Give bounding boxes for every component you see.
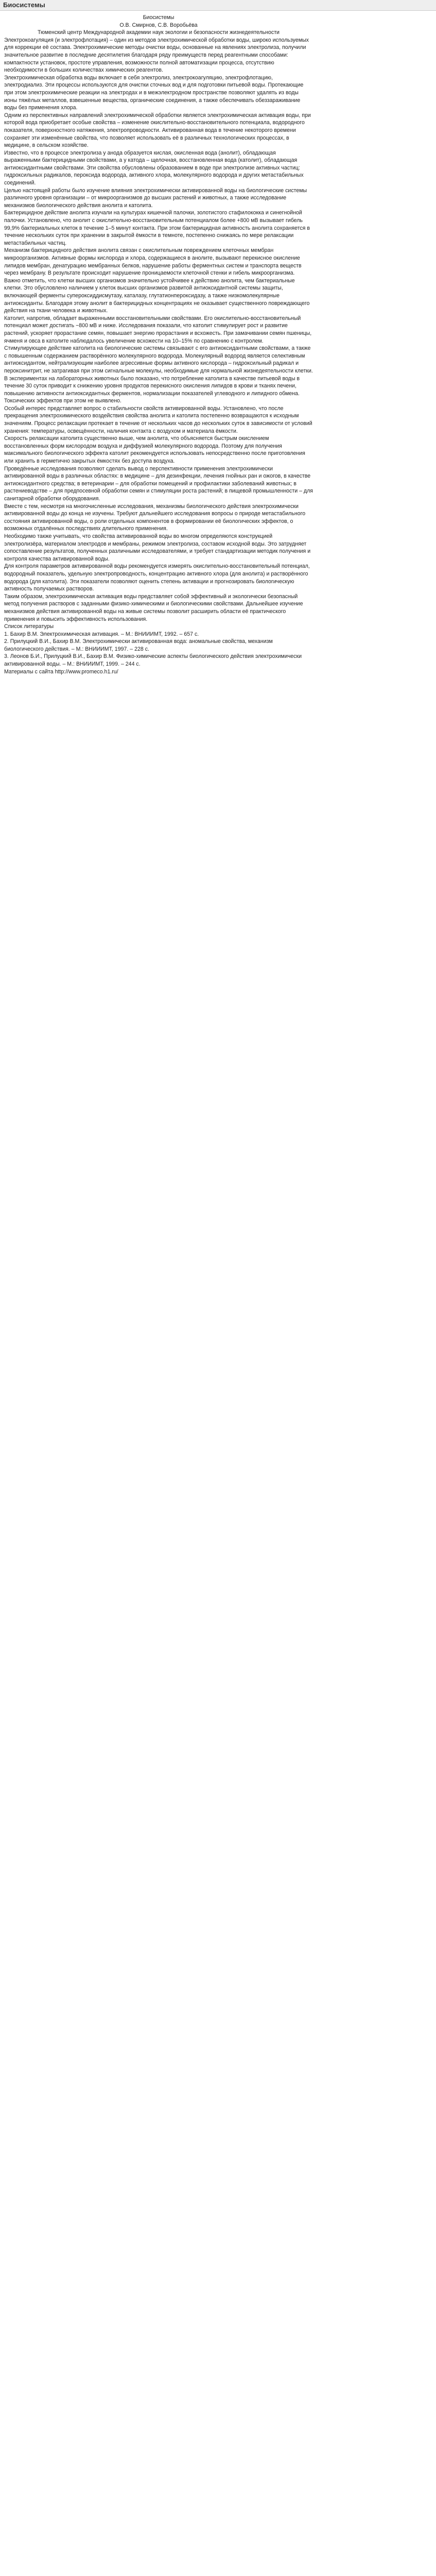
- paragraph: Вместе с тем, несмотря на многочисленные исследования, механизмы биологического действия электрохимически активированной воды до конца не изучены. Требуют дальнейшего исследования вопросы о природе метастабильного состояния активированной воды, о роли отдельных компонентов в формировании её биологических эффектов, о возможных отдалённых последствиях длительного применения.: [4, 503, 306, 532]
- paragraph: Механизм бактерицидного действия анолита связан с окислительным повреждением клеточных мембран микроорганизмов. Активные формы кислорода и хлора, содержащиеся в анолите, вызывают перекисное окисление липидов мембран, денатурацию мембранных белков, нарушение работы ферментных систем и транспорта веществ через мембрану. В результате происходит нарушение проницаемости клеточной стенки и гибель микроорганизма.: [4, 247, 302, 277]
- paper-title: Биосистемы: [143, 14, 175, 21]
- paragraph: Важно отметить, что клетки высших организмов значительно устойчивее к действию анолита, чем бактериальные клетки. Это обусловлено наличием у клеток высших организмов развитой антиоксидантной системы защиты, включающей ферменты супероксиддисмутазу, каталазу, глутатионпероксидазу, а также низкомолекулярные антиоксиданты. Благодаря этому анолит в бактерицидных концентрациях не оказывает существенного повреждающего действия на ткани человека и животных.: [4, 277, 310, 314]
- page-title: Биосистемы: [3, 1, 45, 9]
- paragraph: Скорость релаксации католита существенно выше, чем анолита, что объясняется быстрым окислением восстановленных форм кислородом воздуха и диффузией молекулярного водорода. Поэтому для получения максимального биологического эффекта католит рекомендуется использовать непосредственно после приготовления или хранить в герметично закрытых ёмкостях без доступа воздуха.: [4, 435, 305, 465]
- paragraph: Для контроля параметров активированной воды рекомендуется измерять окислительно-восстановительный потенциал, водородный показатель, удельную электропроводность, концентрацию активного хлора (для анолита) и растворённого водорода (для католита). Эти показатели позволяют оценить степень активации и прогнозировать биологическую активность получаемых растворов.: [4, 563, 310, 592]
- paragraph: Целью настоящей работы было изучение влияния электрохимически активированной воды на биологические системы различного уровня организации – от микроорганизмов до высших растений и животных, а также исследование механизмов биологического действия анолита и католита.: [4, 187, 307, 209]
- paper-authors: О.В. Смирнов, С.В. Воробьёва: [119, 22, 198, 28]
- paragraph: Необходимо также учитывать, что свойства активированной воды во многом определяются конструкцией электролизёра, материалом электродов и мембраны, режимом электролиза, составом исходной воды. Это затрудняет сопоставление результатов, полученных различными исследователями, и требует стандартизации методик получения и контроля качества активированной воды.: [4, 533, 311, 562]
- source-link[interactable]: Материалы с сайта http://www.promeco.h1.ru/: [4, 668, 118, 675]
- paragraph: Проведённые исследования позволяют сделать вывод о перспективности применения электрохимически активированной воды в различных областях: в медицине – для дезинфекции, лечения гнойных ран и ожогов, в качестве антиоксидантного средства; в ветеринарии – для обработки помещений и профилактики заболеваний животных; в растениеводстве – для предпосевной обработки семян и стимуляции роста растений; в пищевой промышленности – для санитарной обработки оборудования.: [4, 465, 313, 502]
- paragraph: Таким образом, электрохимическая активация воды представляет собой эффективный и экологически безопасный метод получения растворов с заданными физико-химическими и биологическими свойствами. Дальнейшее изучение механизмов действия активированной воды на живые системы позволит расширить области её практического применения и повысить эффективность использования.: [4, 593, 303, 622]
- paper-paragraphs: [4, 37, 313, 623]
- reference-item: 1. Бахир В.М. Электрохимическая активация. – М.: ВНИИИМТ, 1992. – 657 с.: [4, 631, 199, 637]
- paper-affiliation: Тюменский центр Международной академии наук экологии и безопасности жизнедеятельности: [38, 29, 280, 36]
- paper-body: [0, 11, 317, 681]
- paragraph: Особый интерес представляет вопрос о стабильности свойств активированной воды. Установлено, что после прекращения электрохимического воздействия свойства анолита и католита постепенно возвращаются к исходным значениям. Процесс релаксации протекает в течение от нескольких часов до нескольких суток в зависимости от условий хранения: температуры, освещённости, наличия контакта с воздухом и материала ёмкости.: [4, 405, 312, 434]
- paper-tail: [4, 623, 313, 675]
- paragraph: Стимулирующее действие католита на биологические системы связывают с его антиоксидантными свойствами, а также с повышенным содержанием растворённого молекулярного водорода. Молекулярный водород является селективным антиоксидантом, нейтрализующим наиболее агрессивные формы активного кислорода – гидроксильный радикал и пероксинитрит, не затрагивая при этом сигнальные молекулы, необходимые для нормальной жизнедеятельности клетки.: [4, 345, 313, 374]
- paragraph: Электрокоагуляция (и электрофлотация) – один из методов электрохимической обработки воды, широко используемых для коррекции её состава. Электрохимические методы очистки воды, основанные на явлениях электролиза, получили значительное развитие в последние десятилетия благодаря ряду преимуществ перед реагентными способами: компактности установок, простоте управления, возможности полной автоматизации процесса, отсутствию необходимости в больших количествах химических реагентов.: [4, 37, 309, 74]
- paragraph: Одним из перспективных направлений электрохимической обработки является электрохимическая активация воды, при которой вода приобретает особые свойства – изменение окислительно-восстановительного потенциала, водородного показателя, поверхностного натяжения, электропроводности. Активированная вода в течение некоторого времени сохраняет эти изменённые свойства, что позволяет использовать её в различных технологических процессах, в медицине, в сельском хозяйстве.: [4, 112, 311, 149]
- reference-item: 3. Леонов Б.И., Прилуцкий В.И., Бахир В.М. Физико-химические аспекты биологического действия электрохимически активированной воды. – М.: ВНИИИМТ, 1999. – 244 с.: [4, 653, 302, 668]
- paragraph: Электрохимическая обработка воды включает в себя электролиз, электрокоагуляцию, электрофлотацию, электродиализ. Эти процессы используются для очистки сточных вод и для подготовки питьевой воды. Протекающие при этом электрохимические реакции на электродах и в межэлектродном пространстве позволяют удалять из воды ионы тяжёлых металлов, взвешенные вещества, органические соединения, а также обеспечивать обеззараживание воды без применения хлора.: [4, 74, 304, 111]
- paragraph: Известно, что в процессе электролиза у анода образуется кислая, окисленная вода (анолит), обладающая выраженными бактерицидными свойствами, а у катода – щелочная, восстановленная вода (католит), обладающая антиоксидантными свойствами. Эти свойства обусловлены образованием в воде при электролизе активных частиц: гидроксильных радикалов, пероксида водорода, активного хлора, молекулярного водорода и других метастабильных соединений.: [4, 149, 304, 187]
- paragraph: В экспериментах на лабораторных животных было показано, что потребление католита в качестве питьевой воды в течение 30 суток приводит к снижению уровня продуктов перекисного окисления липидов в крови и тканях печени, повышению активности антиоксидантных ферментов, нормализации показателей углеводного и липидного обмена. Токсических эффектов при этом не выявлено.: [4, 375, 300, 404]
- page-header: [0, 0, 436, 11]
- reference-item: 2. Прилуцкий В.И., Бахир В.М. Электрохимически активированная вода: аномальные свойства, механизм биологического действия. – М.: ВНИИИМТ, 1997. – 228 с.: [4, 638, 273, 652]
- references-heading: Список литературы: [4, 623, 54, 630]
- paragraph: Бактерицидное действие анолита изучали на культурах кишечной палочки, золотистого стафилококка и синегнойной палочки. Установлено, что анолит с окислительно-восстановительным потенциалом более +800 мВ вызывает гибель 99,9% бактериальных клеток в течение 1–5 минут контакта. При этом бактерицидная активность анолита сохраняется в течение нескольких суток при хранении в закрытой ёмкости в темноте, постепенно снижаясь по мере релаксации метастабильных частиц.: [4, 210, 310, 246]
- paragraph: Католит, напротив, обладает выраженными восстановительными свойствами. Его окислительно-восстановительный потенциал может достигать −800 мВ и ниже. Исследования показали, что католит стимулирует рост и развитие растений, ускоряет прорастание семян, повышает энергию прорастания и всхожесть. При замачивании семян пшеницы, ячменя и овса в католите наблюдалось увеличение всхожести на 10–15% по сравнению с контролем.: [4, 315, 312, 344]
